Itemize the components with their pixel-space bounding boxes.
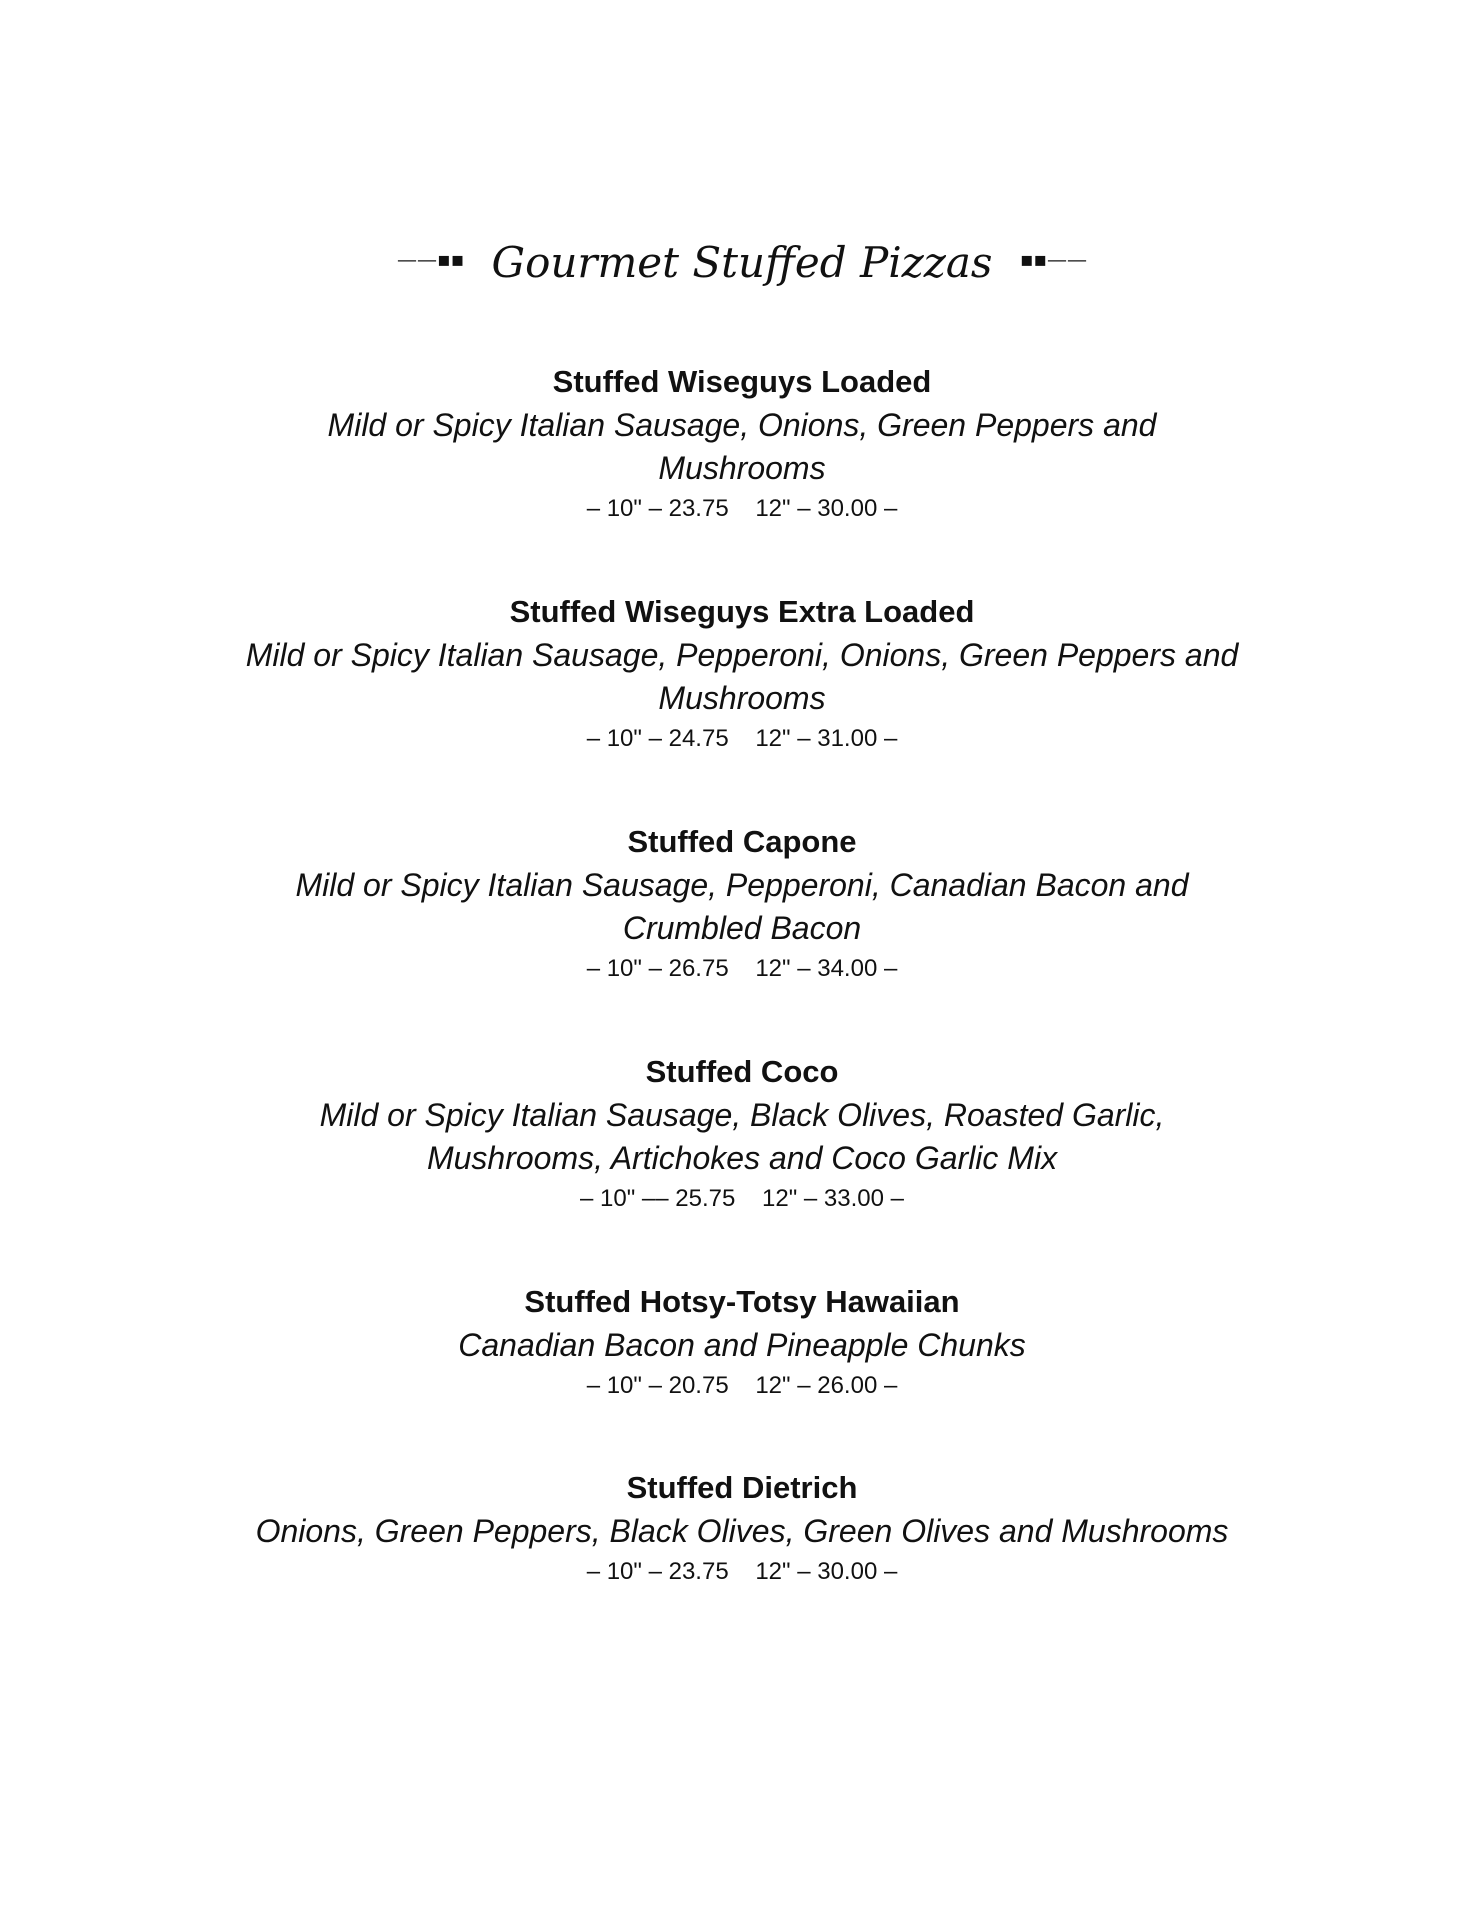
item-description: Mild or Spicy Italian Sausage, Pepperoni, Onions, Green Peppers and Mushrooms <box>245 637 1239 716</box>
item-name: Stuffed Hotsy-Totsy Hawaiian <box>524 1284 960 1319</box>
item-price: – 10" –– 25.75 12" – 33.00 – <box>580 1185 904 1212</box>
menu-item-wiseguys-loaded <box>0 362 1484 526</box>
item-price: – 10" – 20.75 12" – 26.00 – <box>586 1372 898 1399</box>
item-price: – 10" – 24.75 12" – 31.00 – <box>586 725 898 752</box>
section-heading <box>0 228 1484 295</box>
item-description: Canadian Bacon and Pineapple Chunks <box>458 1327 1026 1363</box>
item-name: Stuffed Capone <box>627 824 857 859</box>
item-name: Stuffed Dietrich <box>626 1470 858 1505</box>
item-price: – 10" – 23.75 12" – 30.00 – <box>586 495 898 522</box>
menu-item-hotsy-totsy-hawaiian <box>0 1282 1484 1403</box>
section-title: Gourmet Stuffed Pizzas <box>491 238 993 287</box>
item-price: – 10" – 26.75 12" – 34.00 – <box>586 955 898 982</box>
item-name: Stuffed Wiseguys Loaded <box>552 364 932 399</box>
item-description: Mild or Spicy Italian Sausage, Pepperoni, Canadian Bacon and Crumbled Bacon <box>295 867 1189 946</box>
menu-item-coco <box>0 1052 1484 1216</box>
item-description: Mild or Spicy Italian Sausage, Onions, Green Peppers and Mushrooms <box>327 407 1157 486</box>
item-description: Mild or Spicy Italian Sausage, Black Olives, Roasted Garlic, Mushrooms, Artichokes and Coco Garlic Mix <box>319 1097 1165 1176</box>
item-name: Stuffed Wiseguys Extra Loaded <box>509 594 975 629</box>
menu-item-wiseguys-extra-loaded <box>0 592 1484 756</box>
menu-item-capone <box>0 822 1484 986</box>
item-name: Stuffed Coco <box>645 1054 839 1089</box>
menu-item-dietrich <box>0 1468 1484 1589</box>
ornament-left-icon: ——▪▪ <box>397 247 465 271</box>
item-description: Onions, Green Peppers, Black Olives, Green Olives and Mushrooms <box>255 1513 1229 1549</box>
ornament-right-icon: ▪▪—— <box>1019 247 1087 271</box>
item-price: – 10" – 23.75 12" – 30.00 – <box>586 1558 898 1585</box>
